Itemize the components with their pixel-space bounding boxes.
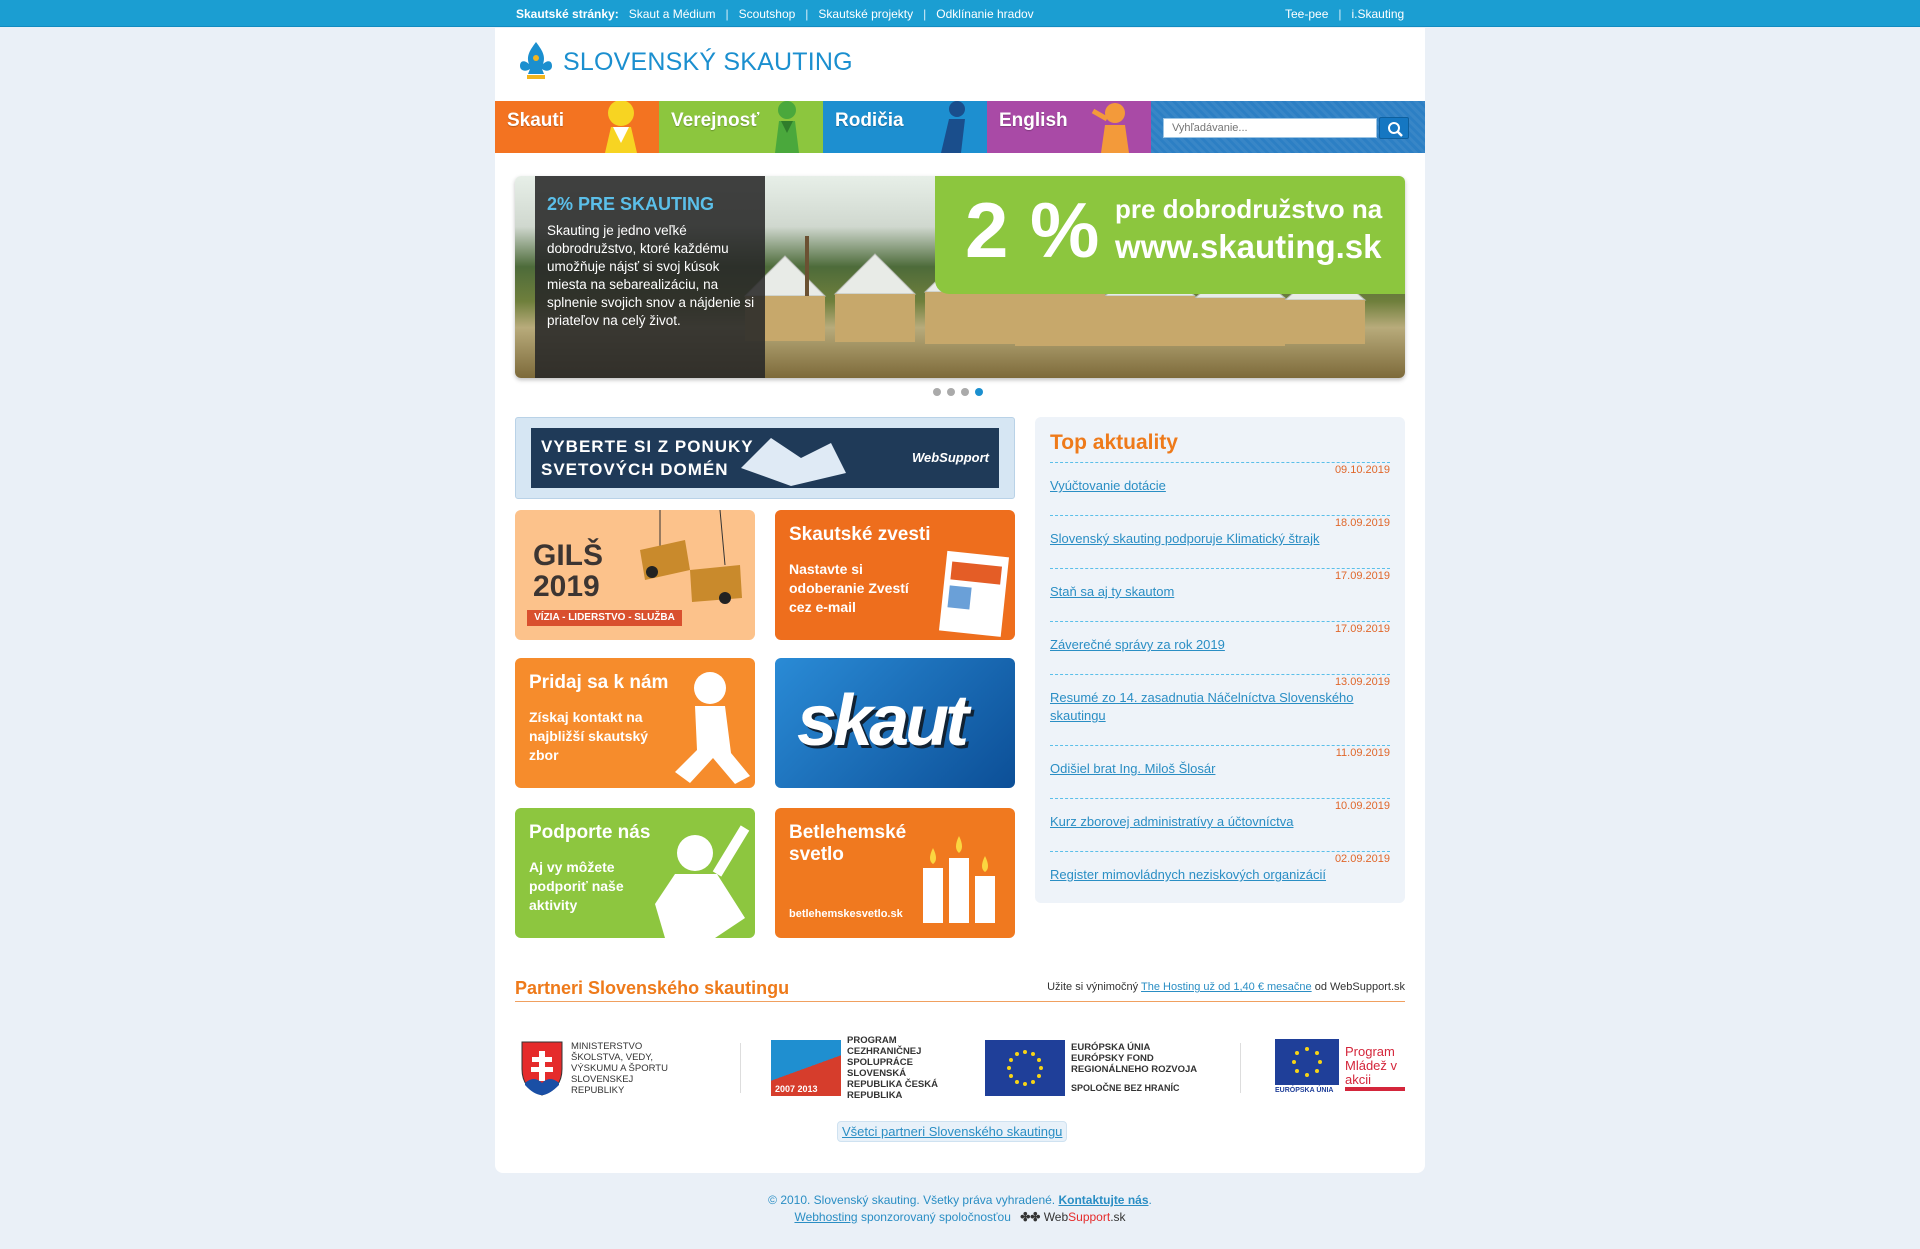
news-link[interactable]: Slovenský skauting podporuje Klimatický štrajk: [1050, 531, 1320, 546]
slider-dot[interactable]: [947, 388, 955, 396]
news-date: 09.10.2019: [1334, 464, 1390, 476]
site-logo[interactable]: [517, 40, 853, 84]
slider-promo-banner[interactable]: [935, 176, 1405, 294]
tile-title: Betlehemské svetlo: [789, 822, 907, 865]
partner-eu-fund-texts: [1071, 1042, 1201, 1094]
tile-title: Podporte nás: [529, 822, 651, 843]
nav-tab-label: Rodičia: [835, 110, 904, 131]
toplink-skaut-a-medium[interactable]: Skaut a Médium: [628, 6, 716, 21]
slider-text: Skauting je jedno veľké dobrodružstvo, ktoré každému umožňuje nájsť si svoj kúsok miesta na sebarealizáciu, na splnenie svojich snov a nájdenie si priateľov na celý život.: [547, 223, 755, 328]
nav-tab-label: English: [999, 110, 1068, 131]
partners-header: [515, 978, 1405, 1002]
skaut-logo: skaut: [797, 681, 966, 761]
footer: [0, 1192, 1920, 1226]
fleur-de-lis-icon: [517, 40, 555, 84]
slider-dots: [933, 388, 983, 396]
partner-logos: [515, 1035, 1405, 1118]
top-bar-right: Tee-pee | i.Skauting: [1285, 6, 1405, 21]
eu-flag-icon: [1275, 1039, 1339, 1085]
news-item: [1050, 515, 1390, 546]
globe-paper-icon: [731, 428, 851, 488]
toplink-odklinanie-hradov[interactable]: Odklínanie hradov: [936, 6, 1034, 21]
nav-tab-verejnost[interactable]: [659, 101, 823, 153]
partner-youth-sub: EURÓPSKA ÚNIA: [1275, 1087, 1334, 1094]
ws-brand-b: Support: [1068, 1210, 1111, 1224]
scout-figure-icon: [757, 101, 817, 153]
slider-dot-active[interactable]: [975, 388, 983, 396]
gils-tagline: VÍZIA - LIDERSTVO - SLUŽBA: [527, 610, 682, 626]
hanging-blocks-icon: [630, 510, 750, 620]
tile-title: Skautské zvesti: [789, 524, 931, 545]
news-link[interactable]: Odišiel brat Ing. Miloš Šlosár: [1050, 761, 1216, 776]
toplink-i-skauting[interactable]: i.Skauting: [1351, 6, 1405, 21]
search-icon: [1380, 118, 1410, 140]
websupport-logo-icon[interactable]: ✤✤ WebSupport.sk: [1020, 1210, 1126, 1224]
slider-caption: [535, 176, 765, 378]
news-item: [1050, 798, 1390, 829]
scout-figure-icon: [583, 101, 653, 153]
logo-text: SLOVENSKÝ SKAUTING: [563, 47, 853, 76]
partner-ministry-text: MINISTERSTVO ŠKOLSTVA, VEDY, VÝSKUMU A ŠPORTU SLOVENSKEJ REPUBLIKY: [571, 1040, 668, 1096]
gils-title: [533, 540, 603, 602]
news-date: 17.09.2019: [1334, 570, 1390, 582]
news-link[interactable]: Záverečné správy za rok 2019: [1050, 637, 1225, 652]
gils-title-line1: GILŠ: [533, 539, 604, 572]
magazine-icon: [935, 550, 1015, 640]
news-item: [1050, 851, 1390, 882]
nav-tab-english[interactable]: [987, 101, 1151, 153]
eu-youth-logo: [1275, 1039, 1339, 1097]
webhosting-link[interactable]: Webhosting: [794, 1210, 858, 1224]
news-date: 10.09.2019: [1334, 800, 1390, 812]
partner-eu-fund-sub: SPOLOČNE BEZ HRANÍC: [1071, 1083, 1180, 1093]
news-link[interactable]: Vyúčtovanie dotácie: [1050, 478, 1166, 493]
slider-title: 2% PRE SKAUTING: [547, 194, 715, 214]
news-link[interactable]: Register mimovládnych neziskových organizácií: [1050, 867, 1327, 882]
promo-percent: 2 %: [965, 186, 1100, 274]
running-scout-icon: [655, 658, 755, 788]
hosting-link[interactable]: The Hosting už od 1,40 € mesačne: [1141, 981, 1312, 993]
news-date: 13.09.2019: [1334, 676, 1390, 688]
partner-eu-fund[interactable]: [985, 1038, 1205, 1098]
partner-eu-fund-text: EURÓPSKA ÚNIA EURÓPSKY FOND REGIONÁLNEHO ROZVOJA: [1071, 1042, 1198, 1075]
tile-url: betlehemskesvetlo.sk: [789, 908, 903, 920]
footer-line1: © 2010. Slovenský skauting. Všetky práva vyhradené. Kontaktujte nás.: [768, 1193, 1152, 1207]
top-bar-links: Skautské stránky: Skaut a Médium | Scoutshop | Skautské projekty | Odklínanie hradov: [516, 6, 1034, 21]
news-title: Top aktuality: [1050, 431, 1178, 454]
tile-pridaj-sa[interactable]: [515, 658, 755, 788]
promo-line2: www.skauting.sk: [1115, 228, 1382, 265]
nav-tab-label: Verejnosť: [671, 110, 760, 131]
news-date: 17.09.2019: [1334, 623, 1390, 635]
news-date: 18.09.2019: [1334, 517, 1390, 529]
ws-brand-a: Web: [1043, 1210, 1069, 1224]
news-date: 02.09.2019: [1334, 853, 1390, 865]
hosting-promo: [1047, 981, 1405, 993]
tile-subtitle: Aj vy môžete podporiť naše aktivity: [529, 859, 624, 913]
ad-brand: WebSupport: [911, 450, 989, 465]
news-link[interactable]: Staň sa aj ty skautom: [1050, 584, 1175, 599]
search-area: [1151, 101, 1425, 153]
websupport-ad-banner[interactable]: [515, 417, 1015, 499]
slovak-coat-of-arms-icon: [519, 1039, 565, 1097]
ws-brand-c: .sk: [1110, 1210, 1126, 1224]
partner-years: 2007 2013: [775, 1084, 818, 1094]
copyright-text: © 2010. Slovenský skauting. Všetky práva vyhradené.: [768, 1193, 1056, 1207]
partner-mladez-v-akcii[interactable]: [1275, 1038, 1405, 1098]
news-item: [1050, 462, 1390, 493]
nav-tab-skauti[interactable]: [495, 101, 659, 153]
news-date: 11.09.2019: [1335, 747, 1390, 759]
parent-figure-icon: [921, 101, 981, 153]
nav-tab-rodicia[interactable]: [823, 101, 987, 153]
slider-dot[interactable]: [933, 388, 941, 396]
news-link[interactable]: Resumé zo 14. zasadnutia Náčelníctva Slovenského skautingu: [1050, 690, 1354, 723]
candles-icon: [915, 818, 1005, 928]
sponsor-text: sponzorovaný spoločnosťou: [860, 1210, 1011, 1224]
eu-flag-icon: [985, 1040, 1065, 1096]
tile-title: Pridaj sa k nám: [529, 672, 669, 693]
toplink-scoutshop[interactable]: Scoutshop: [738, 6, 796, 21]
partner-youth-text: Program Mládež v akcii: [1345, 1045, 1405, 1091]
partner-cezhranicna[interactable]: [771, 1035, 961, 1101]
tile-podporte-nas[interactable]: [515, 808, 755, 938]
contact-link[interactable]: Kontaktujte nás: [1058, 1193, 1149, 1207]
hero-slider[interactable]: [515, 176, 1405, 378]
top-news-panel: [1035, 417, 1405, 903]
partner-cezhranicna-text: PROGRAM CEZHRANIČNEJ SPOLUPRÁCE SLOVENSKÁ REPUBLIKA ČESKÁ REPUBLIKA: [847, 1035, 938, 1101]
top-bar: [0, 0, 1920, 27]
cross-border-logo-icon: [771, 1040, 841, 1096]
news-item: [1050, 674, 1390, 723]
search-input[interactable]: [1163, 118, 1377, 138]
tile-gils-2019[interactable]: [515, 510, 755, 640]
ad-text: [541, 435, 754, 481]
news-item: [1050, 745, 1390, 776]
partners-title: Partneri Slovenského skautingu: [515, 978, 790, 998]
news-item: [1050, 568, 1390, 599]
promo-line1: pre dobrodružstvo na: [1115, 194, 1383, 224]
tile-skaut-magazine[interactable]: [775, 658, 1015, 788]
news-link[interactable]: Kurz zborovej administratívy a účtovníctva: [1050, 814, 1294, 829]
scout-figure-icon: [1085, 101, 1145, 153]
ad-line1: VYBERTE SI Z PONUKY: [541, 437, 754, 456]
toplink-tee-pee[interactable]: Tee-pee: [1285, 6, 1329, 21]
nav-tab-label: Skauti: [507, 110, 565, 131]
slider-dot[interactable]: [961, 388, 969, 396]
main-card: [495, 28, 1425, 1173]
search-button[interactable]: [1379, 117, 1409, 139]
toplink-skautske-projekty[interactable]: Skautské projekty: [818, 6, 914, 21]
hosting-pre: Užite si výnimočný: [1047, 981, 1139, 993]
waving-scout-icon: [645, 808, 755, 938]
gils-title-line2: 2019: [533, 570, 600, 603]
tile-subtitle: Nastavte si odoberanie Zvestí cez e-mail: [789, 561, 909, 615]
main-nav: [495, 101, 1425, 153]
ad-inner: [531, 428, 999, 488]
tile-skautske-zvesti[interactable]: [775, 510, 1015, 640]
top-bar-label: Skautské stránky:: [516, 6, 619, 21]
news-item: [1050, 621, 1390, 652]
ad-line2: SVETOVÝCH DOMÉN: [541, 460, 729, 479]
tile-subtitle: Získaj kontakt na najbližší skautský zbor: [529, 709, 649, 763]
partner-ministry[interactable]: [519, 1038, 689, 1098]
hosting-post: od WebSupport.sk: [1314, 981, 1405, 993]
all-partners-link[interactable]: Všetci partneri Slovenského skautingu: [837, 1121, 1067, 1142]
tile-betlehemske-svetlo[interactable]: [775, 808, 1015, 938]
footer-line2: [0, 1209, 1920, 1226]
